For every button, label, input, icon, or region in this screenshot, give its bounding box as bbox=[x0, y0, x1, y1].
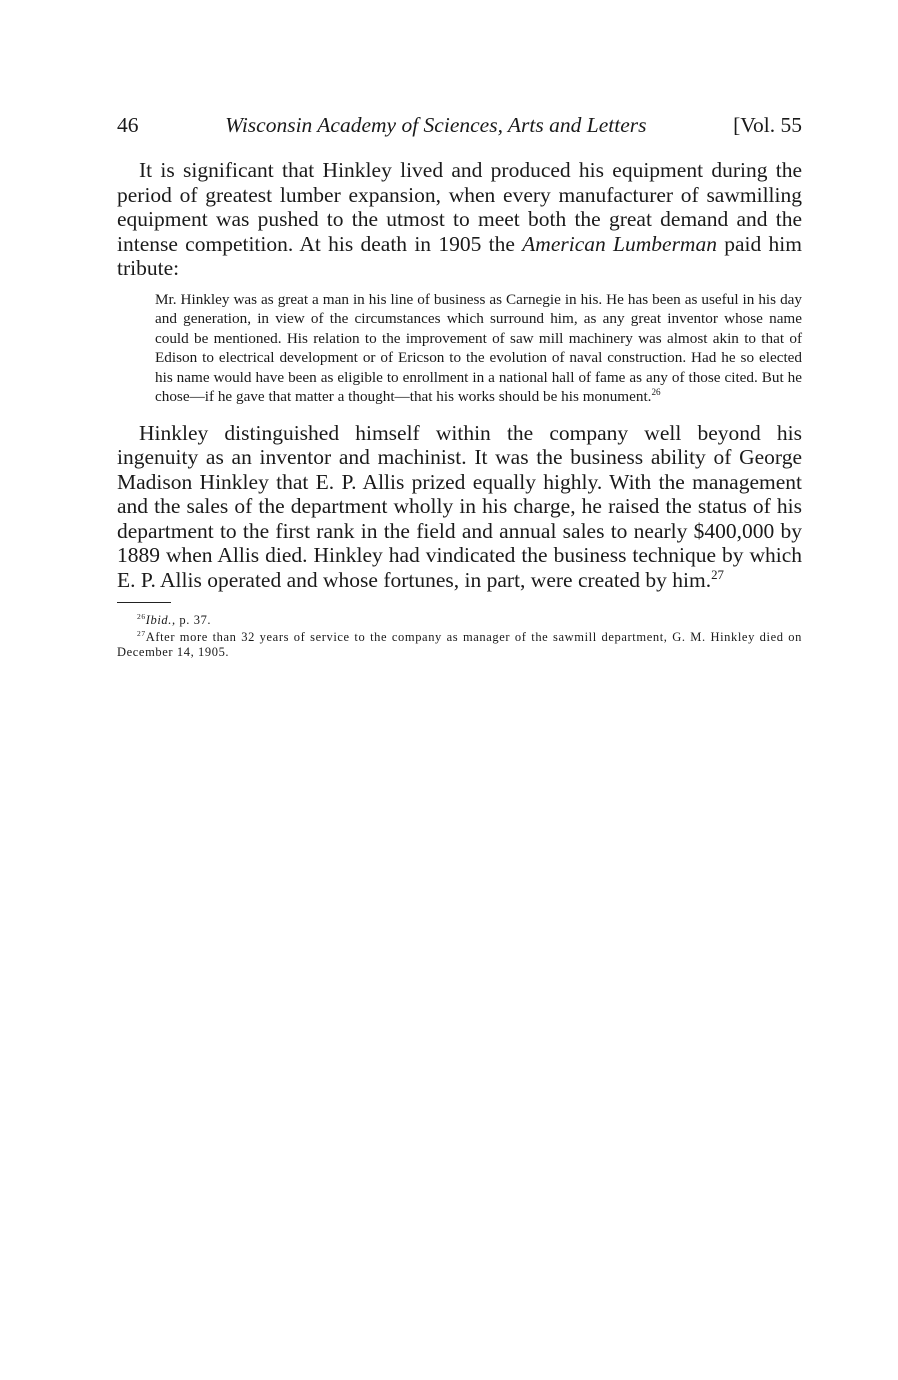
footnote-divider bbox=[117, 602, 171, 603]
page-number: 46 bbox=[117, 113, 139, 137]
journal-title: Wisconsin Academy of Sciences, Arts and Letters bbox=[225, 113, 647, 137]
block-quote bbox=[155, 290, 802, 407]
footnote-26 bbox=[117, 613, 802, 628]
block-quote-text: Mr. Hinkley was as great a man in his line of business as Carnegie in his. He has been as useful in his day and generation, in view of the circumstances which surround him, as any great inventor whose name could be mentioned. His relation to the improvement of saw mill machinery was almost akin to that of Edison to electrical development or of Ericson to the evolution of naval construction. Had he so elected his name would have been as eligible to enrollment in a national hall of fame as any of those cited. But he chose—if he gave that matter a thought—that his works should be his monument. bbox=[155, 290, 802, 405]
paragraph-1-text-before: It is significant that Hinkley lived and produced his equipment during the period of greatest lumber expansion, when every manufacturer of sawmilling equipment was pushed to the utmost to meet both the great demand and the intense competition. At his death in 1905 the bbox=[117, 158, 802, 256]
footnote-ref-27[interactable]: 27 bbox=[711, 567, 724, 582]
footnote-number: 26 bbox=[137, 611, 146, 621]
footnote-number: 27 bbox=[137, 628, 146, 638]
paragraph-1-text-after: paid him tribute: bbox=[117, 231, 802, 280]
footnotes bbox=[117, 613, 802, 660]
paragraph-1 bbox=[117, 158, 802, 281]
footnote-ref-26[interactable]: 26 bbox=[651, 386, 661, 397]
footnote-text: p. 37. bbox=[175, 613, 212, 627]
publication-title: American Lumberman bbox=[522, 231, 717, 256]
footnote-27 bbox=[117, 630, 802, 660]
volume-label: [Vol. 55 bbox=[733, 113, 802, 137]
page bbox=[117, 112, 802, 662]
footnote-text: After more than 32 years of service to the company as manager of the sawmill department, G. M. Hinkley died on December 14, 1905. bbox=[117, 630, 802, 659]
running-head bbox=[117, 112, 802, 138]
footnote-italic: Ibid., bbox=[145, 613, 176, 627]
paragraph-2 bbox=[117, 421, 802, 593]
paragraph-2-text: Hinkley distinguished himself within the company well beyond his ingenuity as an inventor and machinist. It was the business ability of George Madison Hinkley that E. P. Allis prized equally highly. With the management and the sales of the department wholly in his charge, he raised the status of his department to the first rank in the field and annual sales to nearly $400,000 by 1889 when Allis died. Hinkley had vindicated the business technique by which E. P. Allis operated and whose fortunes, in part, were created by him. bbox=[117, 420, 802, 592]
